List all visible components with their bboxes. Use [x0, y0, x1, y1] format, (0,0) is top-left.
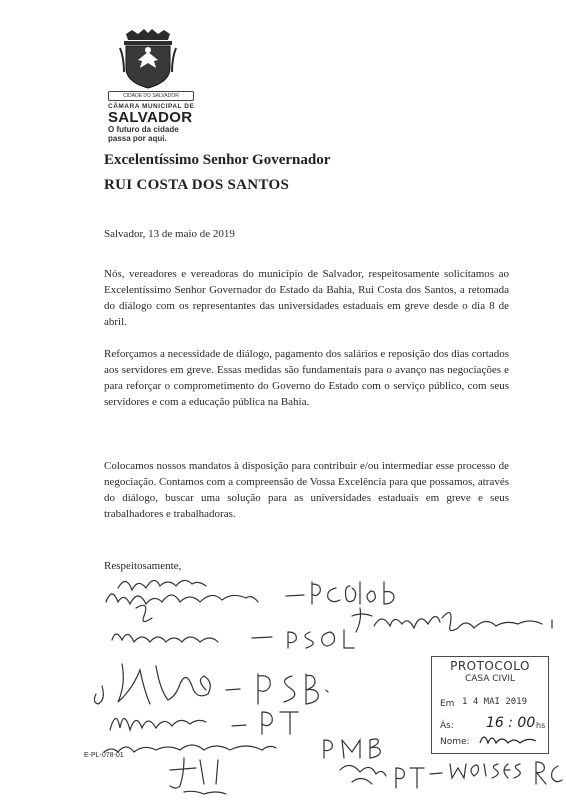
stamp-subtitle: CASA CIVIL [464, 674, 516, 684]
letterhead-logo [104, 28, 214, 143]
institution-line-1: CÂMARA MUNICIPAL DE [108, 103, 195, 110]
institution-line-2: SALVADOR [108, 109, 193, 126]
signature-right [352, 608, 552, 632]
signature-4 [110, 712, 298, 734]
signature-1 [106, 580, 394, 604]
signature-3 [94, 664, 328, 704]
stamp-em-label: Em [440, 699, 455, 709]
stamp-nome-label: Nome: [440, 737, 470, 747]
closing: Respeitosamente, [104, 560, 182, 572]
paragraph-2: Reforçamos a necessidade de diálogo, pagamento dos salários e reposição dos dias cortados aos servidores em greve. Essas medidas são fundamentais para o avanço nas negociações e para reforçar o comprometimento do Governo do Estado com o serviço público, com seus servidores e com a educação pública na Bahia. [104, 348, 509, 408]
stamp-time: 16 : 00 [486, 715, 536, 731]
signature-5 [104, 739, 380, 758]
stamp-date: 1 4 MAI 2019 [462, 697, 528, 707]
paragraph-3: Colocamos nossos mandatos à disposição para contribuir e/ou intermediar esse processo de negociação. Contamos com a compreensão de Vossa Excelência para que possamos, através do diálogo, buscar uma solução para as universidades estaduais em greve e seus trabalhadores e trabalhadoras. [104, 460, 509, 520]
place-date: Salvador, 13 de maio de 2019 [104, 228, 235, 240]
logo-ribbon: CIDADE DO SALVADOR [108, 91, 194, 101]
stamp-name-signature [478, 729, 540, 749]
paragraph-1: Nós, vereadores e vereadoras do município de Salvador, respeitosamente solicitamos ao Excelentíssimo Senhor Governador do Estado da Bahia, Rui Costa dos Santos, a retomada do diálogo com os representantes das universidades estaduais em greve desde o dia 8 de abril. [104, 268, 509, 328]
slogan [108, 125, 208, 143]
stamp-hs-label: hs [536, 721, 546, 730]
addressee-title: Excelentíssimo Senhor Governador [104, 152, 331, 168]
slogan-line-2: passa por aqui. [108, 134, 167, 143]
signature-6 [170, 758, 226, 794]
signature-2 [112, 605, 354, 648]
signature-7 [340, 762, 562, 788]
stamp-as-label: Às: [440, 721, 454, 731]
protocol-stamp [431, 656, 549, 754]
addressee-name: RUI COSTA DOS SANTOS [104, 177, 290, 193]
form-code: E-PL-078-01 [84, 752, 124, 759]
slogan-line-1: O futuro da cidade [108, 125, 179, 134]
stamp-title: PROTOCOLO [450, 659, 530, 673]
coat-of-arms-icon [118, 28, 178, 90]
